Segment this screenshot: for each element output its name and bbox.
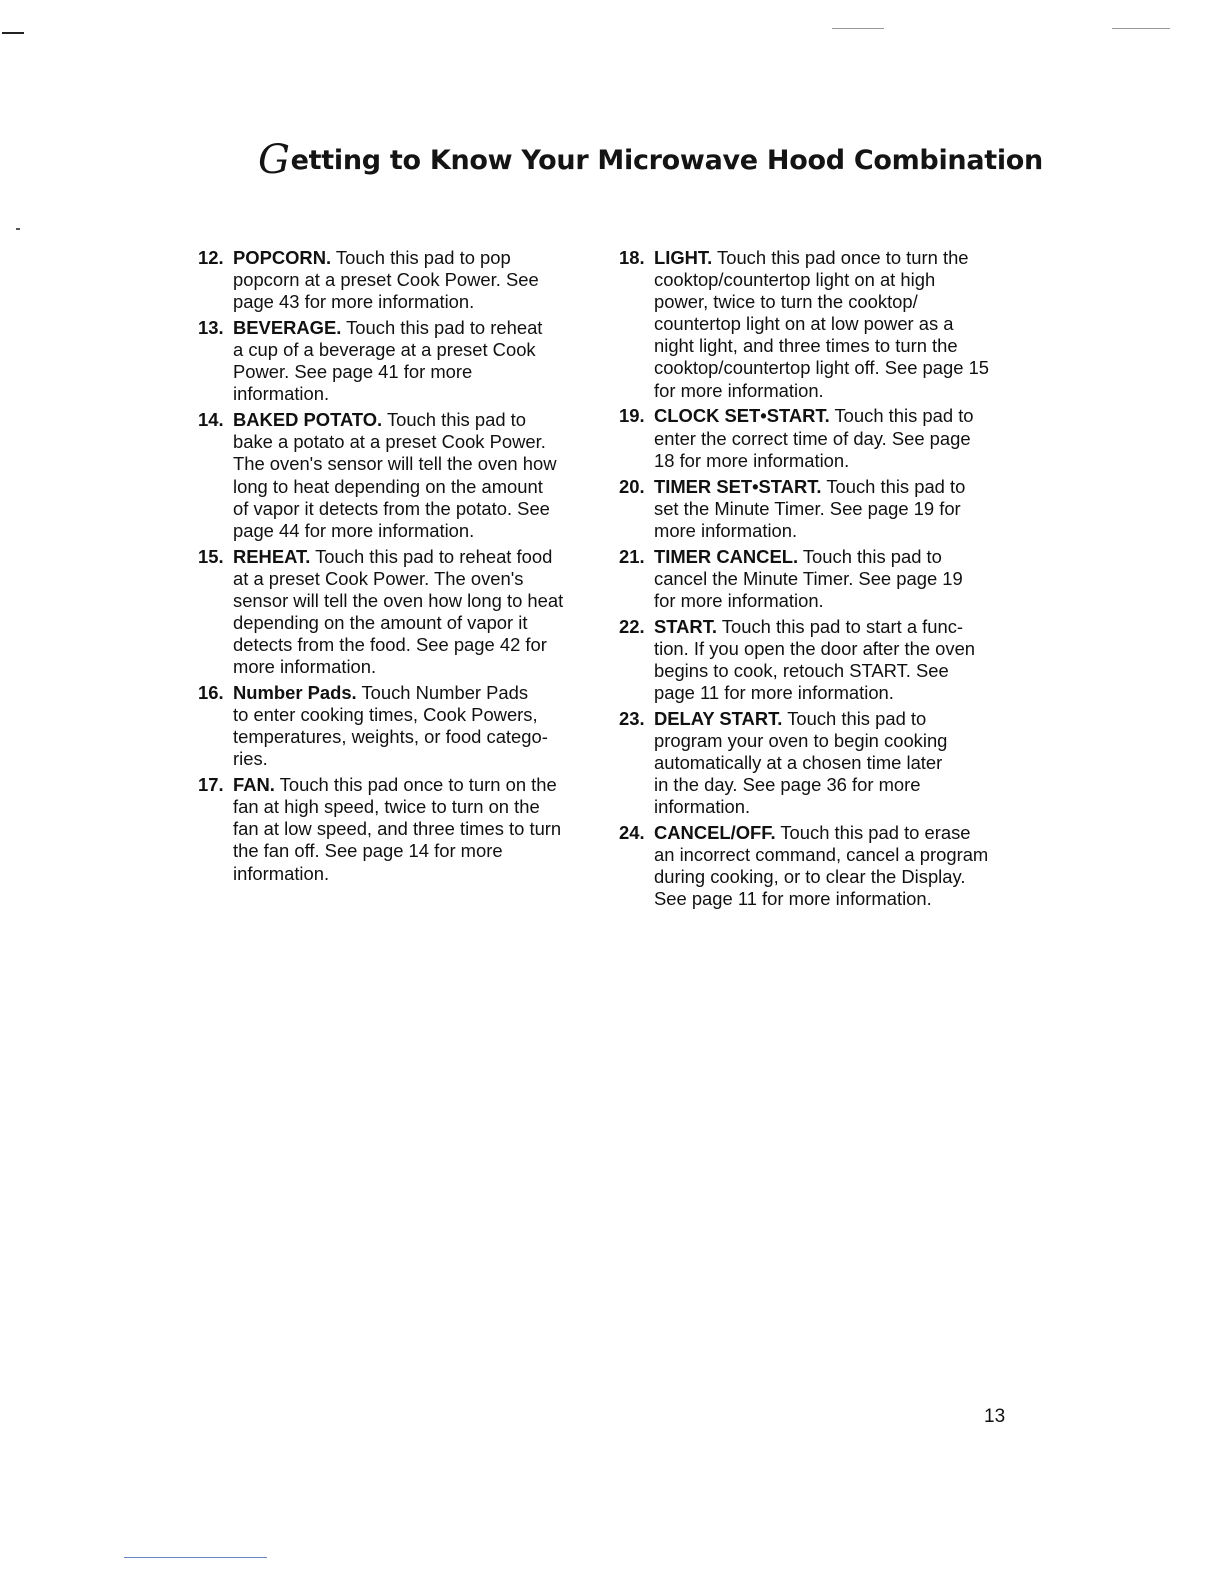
item-name: CLOCK SET•START. bbox=[654, 405, 830, 427]
item-line: tion. If you open the door after the oven bbox=[654, 637, 976, 659]
item-text bbox=[233, 546, 598, 679]
item-line: information. bbox=[233, 862, 330, 884]
item-line-text: Touch this pad to pop bbox=[335, 247, 511, 268]
item-line: The oven's sensor will tell the oven how bbox=[233, 453, 557, 475]
item-line: an incorrect command, cancel a program bbox=[654, 844, 989, 866]
item-line-text: Touch this pad to reheat bbox=[346, 317, 543, 339]
title-text: etting to Know Your Microwave Hood Combination bbox=[290, 145, 1043, 176]
item-line: more information. bbox=[233, 656, 377, 678]
item-name: DELAY START. bbox=[654, 707, 783, 729]
item-number: 15. bbox=[198, 545, 224, 567]
item-line-text: Touch this pad to erase bbox=[780, 822, 971, 844]
scan-mark-top-right bbox=[1112, 28, 1170, 29]
item-number: 19. bbox=[619, 405, 645, 427]
item-line bbox=[233, 409, 598, 431]
item-line: night light, and three times to turn the bbox=[654, 335, 958, 357]
page-number: 13 bbox=[984, 1406, 1006, 1427]
item-line: detects from the food. See page 42 for bbox=[233, 633, 547, 655]
item-line: fan at high speed, twice to turn on the bbox=[233, 796, 540, 818]
page-title bbox=[258, 137, 1058, 183]
list-item bbox=[619, 708, 1019, 818]
divider bbox=[124, 1557, 267, 1558]
item-name: REHEAT. bbox=[233, 545, 311, 567]
item-line: ries. bbox=[233, 748, 268, 770]
item-number: 21. bbox=[619, 545, 645, 567]
item-name: START. bbox=[654, 615, 718, 637]
item-number: 24. bbox=[619, 822, 645, 844]
item-number: 20. bbox=[619, 475, 645, 497]
item-number: 14. bbox=[198, 409, 224, 431]
item-line: automatically at a chosen time later bbox=[654, 752, 943, 774]
list-item bbox=[198, 682, 598, 770]
item-line bbox=[654, 546, 1019, 568]
item-line: set the Minute Timer. See page 19 for bbox=[654, 497, 961, 519]
item-line: page 43 for more information. bbox=[233, 291, 475, 313]
item-line: long to heat depending on the amount bbox=[233, 475, 543, 497]
list-item bbox=[198, 774, 598, 884]
scan-mark-top-left bbox=[2, 32, 24, 34]
title-initial: G bbox=[258, 137, 290, 183]
item-name: TIMER CANCEL. bbox=[654, 545, 799, 567]
item-line: sensor will tell the oven how long to heat bbox=[233, 589, 564, 611]
item-line bbox=[233, 682, 598, 704]
list-item bbox=[619, 546, 1019, 612]
item-line: temperatures, weights, or food catego- bbox=[233, 726, 548, 748]
item-number: 18. bbox=[619, 247, 645, 268]
item-line bbox=[654, 405, 1019, 427]
item-line-text: Touch this pad to bbox=[787, 707, 927, 729]
item-line bbox=[654, 476, 1019, 498]
item-line-text: Touch this pad once to turn the bbox=[717, 247, 969, 268]
item-line: countertop light on at low power as a bbox=[654, 313, 954, 335]
item-text bbox=[654, 247, 1019, 402]
item-name: BEVERAGE. bbox=[233, 317, 342, 339]
item-line bbox=[233, 774, 598, 796]
item-line: a cup of a beverage at a preset Cook bbox=[233, 339, 536, 361]
item-text bbox=[654, 616, 1019, 704]
right-column bbox=[619, 247, 1019, 914]
item-line: more information. bbox=[654, 519, 798, 541]
item-line bbox=[233, 546, 598, 568]
item-line: of vapor it detects from the potato. See bbox=[233, 497, 550, 519]
item-text bbox=[233, 774, 598, 884]
item-line: information. bbox=[654, 796, 751, 818]
item-name: BAKED POTATO. bbox=[233, 409, 383, 431]
item-line-text: Touch Number Pads bbox=[361, 681, 529, 703]
item-line: page 44 for more information. bbox=[233, 519, 475, 541]
item-line bbox=[233, 317, 598, 339]
list-item bbox=[619, 476, 1019, 542]
list-item bbox=[619, 405, 1019, 471]
item-line: cancel the Minute Timer. See page 19 bbox=[654, 567, 963, 589]
item-line bbox=[654, 708, 1019, 730]
item-text bbox=[233, 317, 598, 405]
item-number: 23. bbox=[619, 707, 645, 729]
list-item bbox=[198, 247, 598, 313]
item-line: bake a potato at a preset Cook Power. bbox=[233, 431, 546, 453]
item-text bbox=[654, 546, 1019, 612]
item-line: at a preset Cook Power. The oven's bbox=[233, 567, 524, 589]
item-line bbox=[654, 247, 1019, 269]
item-line bbox=[654, 822, 1019, 844]
item-line: power, twice to turn the cooktop/ bbox=[654, 291, 918, 313]
item-text bbox=[233, 682, 598, 770]
list-item bbox=[619, 616, 1019, 704]
list-item bbox=[619, 822, 1019, 910]
item-line: enter the correct time of day. See page bbox=[654, 427, 971, 449]
left-column bbox=[198, 247, 598, 888]
scan-mark-left-dash bbox=[16, 228, 20, 230]
item-name: FAN. bbox=[233, 774, 275, 796]
item-text bbox=[654, 476, 1019, 542]
item-number: 16. bbox=[198, 681, 224, 703]
item-line bbox=[233, 247, 598, 269]
item-name: Number Pads. bbox=[233, 681, 357, 703]
item-line: to enter cooking times, Cook Powers, bbox=[233, 704, 538, 726]
item-line: Power. See page 41 for more bbox=[233, 361, 473, 383]
item-line: cooktop/countertop light on at high bbox=[654, 269, 936, 291]
scan-mark-top-center bbox=[832, 28, 884, 29]
item-line: information. bbox=[233, 383, 330, 405]
item-line: for more information. bbox=[654, 379, 824, 401]
item-text bbox=[233, 247, 598, 313]
list-item bbox=[198, 546, 598, 679]
item-line-text: Touch this pad to start a func- bbox=[721, 615, 964, 637]
item-line-text: Touch this pad to bbox=[834, 405, 974, 427]
item-line: depending on the amount of vapor it bbox=[233, 611, 528, 633]
item-name: POPCORN. bbox=[233, 247, 332, 268]
item-number: 12. bbox=[198, 247, 224, 268]
item-line: the fan off. See page 14 for more bbox=[233, 840, 503, 862]
list-item bbox=[198, 317, 598, 405]
item-line: See page 11 for more information. bbox=[654, 888, 932, 910]
item-line: 18 for more information. bbox=[654, 449, 850, 471]
item-line: program your oven to begin cooking bbox=[654, 729, 948, 751]
item-line-text: Touch this pad once to turn on the bbox=[279, 774, 557, 796]
item-line-text: Touch this pad to reheat food bbox=[315, 545, 553, 567]
item-text bbox=[233, 409, 598, 542]
item-number: 13. bbox=[198, 317, 224, 339]
item-line: page 11 for more information. bbox=[654, 681, 894, 703]
item-line bbox=[654, 616, 1019, 638]
item-line: in the day. See page 36 for more bbox=[654, 774, 921, 796]
item-name: CANCEL/OFF. bbox=[654, 822, 776, 844]
item-line-text: Touch this pad to bbox=[802, 545, 942, 567]
item-line: for more information. bbox=[654, 589, 824, 611]
item-number: 22. bbox=[619, 615, 645, 637]
item-name: TIMER SET•START. bbox=[654, 475, 822, 497]
list-item bbox=[619, 247, 1019, 402]
item-text bbox=[654, 405, 1019, 471]
item-line: popcorn at a preset Cook Power. See bbox=[233, 269, 539, 291]
item-line-text: Touch this pad to bbox=[386, 409, 526, 431]
item-line-text: Touch this pad to bbox=[826, 475, 966, 497]
item-name: LIGHT. bbox=[654, 247, 713, 268]
item-line: fan at low speed, and three times to turn bbox=[233, 818, 562, 840]
item-number: 17. bbox=[198, 774, 224, 796]
item-text bbox=[654, 708, 1019, 818]
item-line: cooktop/countertop light off. See page 15 bbox=[654, 357, 990, 379]
item-line: begins to cook, retouch START. See bbox=[654, 659, 949, 681]
item-line: during cooking, or to clear the Display. bbox=[654, 866, 966, 888]
item-text bbox=[654, 822, 1019, 910]
list-item bbox=[198, 409, 598, 542]
